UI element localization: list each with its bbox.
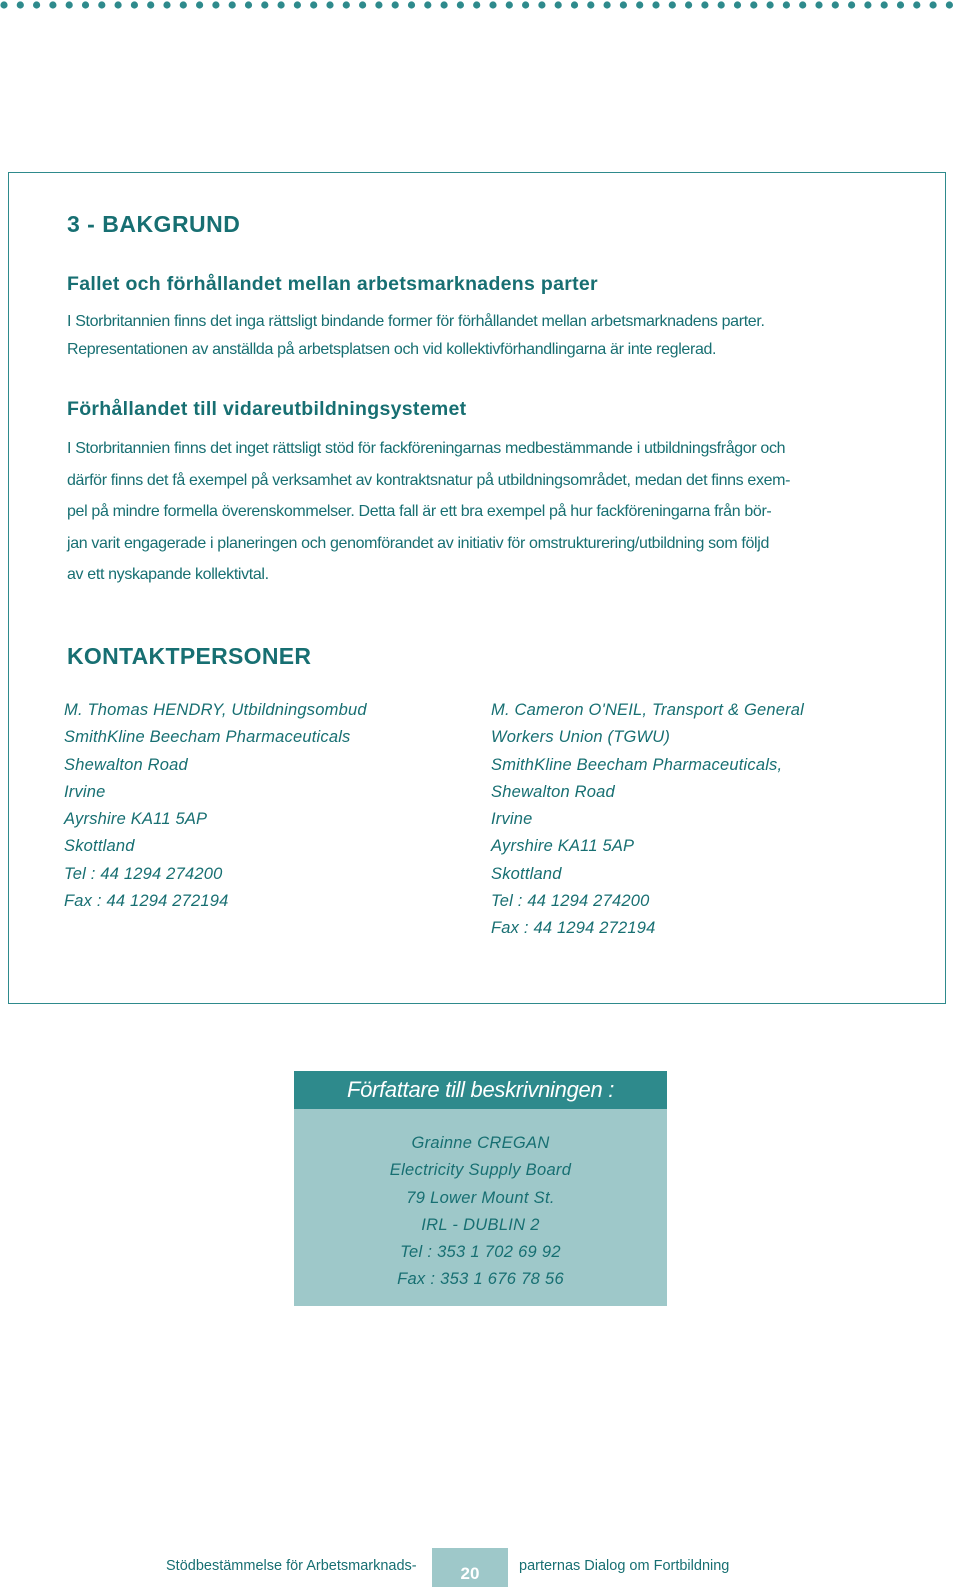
border-dot: [66, 1, 73, 8]
author-line: Grainne CREGAN: [411, 1134, 550, 1152]
contact-line: Irvine: [491, 810, 533, 829]
contact-line: Shewalton Road: [491, 782, 615, 801]
contact-right: [491, 697, 804, 943]
border-dot: [245, 1, 252, 8]
contact-line: M. Cameron O'NEIL, Transport & General: [491, 701, 805, 719]
border-dot: [0, 1, 7, 8]
contact-line: SmithKline Beecham Pharmaceuticals: [64, 728, 351, 747]
border-dot: [652, 1, 659, 8]
border-dot: [897, 1, 904, 8]
border-dot: [571, 1, 578, 8]
border-dot: [815, 1, 822, 8]
border-dot: [783, 1, 790, 8]
page-number: 20: [432, 1548, 508, 1587]
border-dot: [473, 1, 480, 8]
border-dot: [212, 1, 219, 8]
author-line: Fax : 353 1 676 78 56: [397, 1270, 564, 1289]
subsection-title-relations: Fallet och förhållandet mellan arbetsmarknadens parter: [67, 273, 598, 295]
contact-line: Ayrshire KA11 5AP: [64, 810, 208, 829]
border-dot: [278, 1, 285, 8]
border-dot: [441, 1, 448, 8]
border-dot: [326, 1, 333, 8]
paragraph-relations: [67, 308, 897, 364]
background-section: [8, 172, 946, 1004]
contact-line: Tel : 44 1294 274200: [491, 892, 650, 911]
border-dot: [115, 1, 122, 8]
border-dot: [310, 1, 317, 8]
author-line: 79 Lower Mount St.: [406, 1188, 555, 1207]
border-dot: [294, 1, 301, 8]
paragraph-line: därför finns det få exempel på verksamhet av kontraktsnatur på utbildningsområdet, medan det finns exem-: [67, 471, 791, 489]
border-dot: [163, 1, 170, 8]
contact-line: SmithKline Beecham Pharmaceuticals,: [491, 755, 783, 774]
border-dot: [82, 1, 89, 8]
dotted-border: [0, 0, 960, 14]
border-dot: [604, 1, 611, 8]
contact-line: Irvine: [64, 782, 106, 801]
paragraph-line: Representationen av anställda på arbetsplatsen och vid kollektivförhandlingarna är inte reglerad.: [67, 341, 717, 358]
footer-right-text: parternas Dialog om Fortbildning: [519, 1558, 730, 1574]
contact-line: Skottland: [64, 837, 135, 856]
paragraph-training: [67, 433, 897, 591]
author-line: IRL - DUBLIN 2: [421, 1215, 540, 1234]
border-dot: [555, 1, 562, 8]
paragraph-line: pel på mindre formella överenskommelser. Detta fall är ett bra exempel på hur fackföreningarna från bör-: [67, 503, 772, 520]
dotted-border-graphic: [0, 0, 960, 14]
author-box: [294, 1071, 667, 1306]
author-heading: Författare till beskrivningen :: [294, 1071, 667, 1109]
border-dot: [392, 1, 399, 8]
border-dot: [881, 1, 888, 8]
footer-left-text: Stödbestämmelse för Arbetsmarknads-: [166, 1558, 417, 1574]
border-dot: [489, 1, 496, 8]
contacts-heading: KONTAKTPERSONER: [67, 643, 312, 669]
author-line: Electricity Supply Board: [389, 1161, 572, 1180]
author-details: [294, 1109, 667, 1294]
page-footer: [0, 1548, 960, 1587]
contact-line: Fax : 44 1294 272194: [64, 892, 229, 911]
border-dot: [930, 1, 937, 8]
border-dot: [457, 1, 464, 8]
paragraph-line: I Storbritannien finns det inga rättsligt bindande former för förhållandet mellan arbetsmarknadens parter.: [67, 313, 765, 330]
border-dot: [685, 1, 692, 8]
border-dot: [669, 1, 676, 8]
subsection-title-training: Förhållandet till vidareutbildningsystemet: [67, 398, 467, 420]
border-dot: [180, 1, 187, 8]
contact-line: Workers Union (TGWU): [491, 728, 671, 747]
border-dot: [620, 1, 627, 8]
border-dot: [636, 1, 643, 8]
border-dot: [196, 1, 203, 8]
contact-line: Fax : 44 1294 272194: [491, 919, 656, 938]
author-line: Tel : 353 1 702 69 92: [400, 1243, 561, 1262]
contact-line: Tel : 44 1294 274200: [64, 864, 223, 883]
paragraph-line: jan varit engagerade i planeringen och genomförandet av initiativ för omstrukturering/utbildning som följd: [67, 534, 769, 552]
border-dot: [359, 1, 366, 8]
border-dot: [832, 1, 839, 8]
section-heading: 3 - BAKGRUND: [67, 211, 241, 237]
border-dot: [946, 1, 953, 8]
border-dot: [49, 1, 56, 8]
border-dot: [147, 1, 154, 8]
border-dot: [408, 1, 415, 8]
border-dot: [98, 1, 105, 8]
border-dot: [17, 1, 24, 8]
border-dot: [718, 1, 725, 8]
border-dot: [506, 1, 513, 8]
border-dot: [734, 1, 741, 8]
border-dot: [767, 1, 774, 8]
border-dot: [799, 1, 806, 8]
border-dot: [587, 1, 594, 8]
border-dot: [343, 1, 350, 8]
border-dot: [33, 1, 40, 8]
contact-line: Shewalton Road: [64, 755, 188, 774]
paragraph-line: I Storbritannien finns det inget rättsligt stöd för fackföreningarnas medbestämmande i utbildningsfrågor och: [67, 440, 786, 457]
border-dot: [261, 1, 268, 8]
border-dot: [375, 1, 382, 8]
border-dot: [131, 1, 138, 8]
contact-line: Skottland: [491, 864, 562, 883]
paragraph-line: av ett nyskapande kollektivtal.: [67, 566, 269, 583]
border-dot: [538, 1, 545, 8]
border-dot: [522, 1, 529, 8]
border-dot: [750, 1, 757, 8]
contact-line: M. Thomas HENDRY, Utbildningsombud: [64, 701, 367, 719]
contact-left: [64, 697, 367, 915]
border-dot: [848, 1, 855, 8]
border-dot: [424, 1, 431, 8]
contact-line: Ayrshire KA11 5AP: [491, 837, 635, 856]
border-dot: [229, 1, 236, 8]
border-dot: [701, 1, 708, 8]
border-dot: [913, 1, 920, 8]
border-dot: [864, 1, 871, 8]
